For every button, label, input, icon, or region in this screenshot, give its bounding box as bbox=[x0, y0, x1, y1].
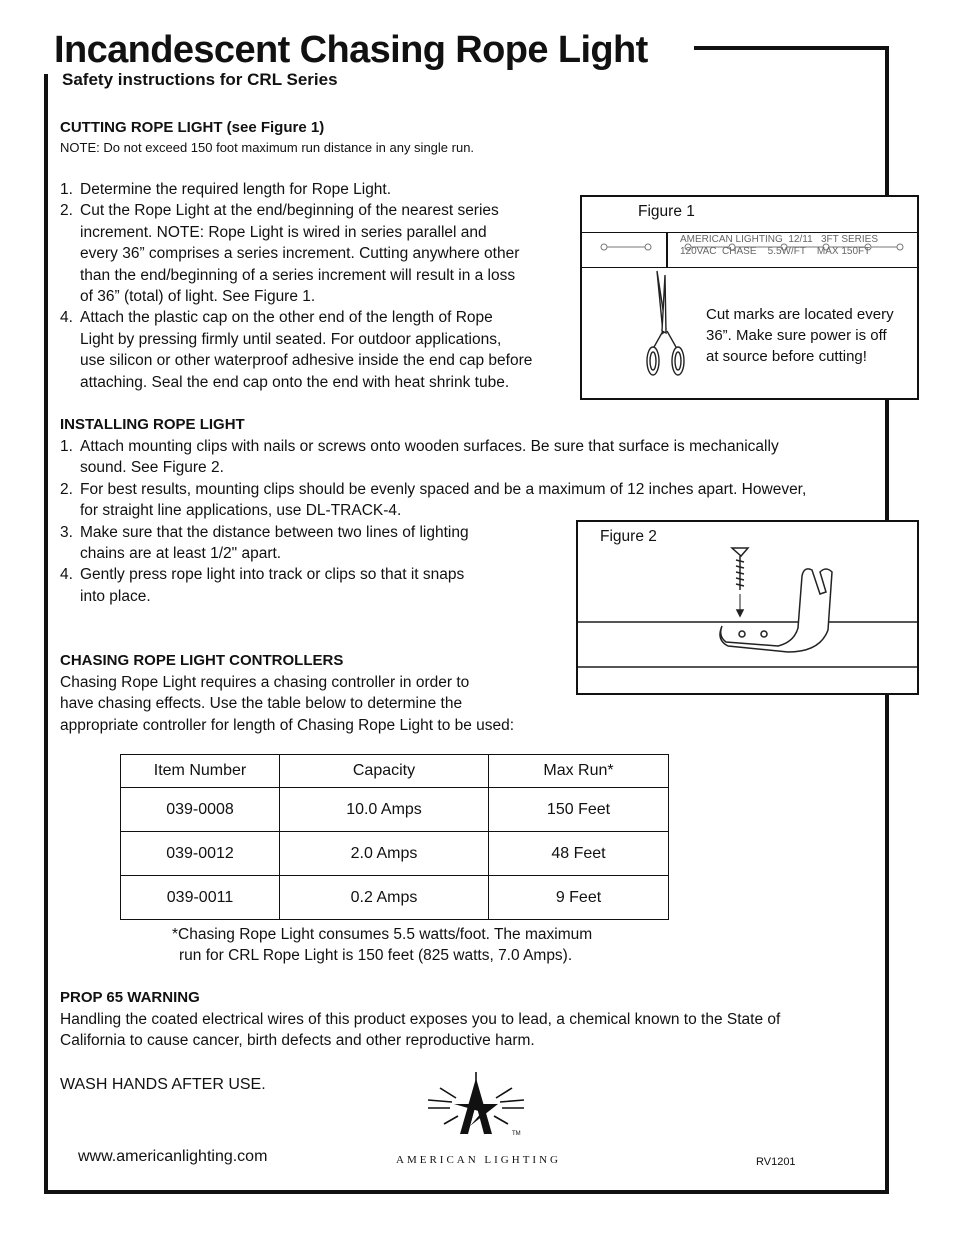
page-frame-top bbox=[694, 46, 889, 50]
table-row: 039-0012 2.0 Amps 48 Feet bbox=[121, 832, 669, 876]
brand-wordmark: AMERICAN LIGHTING bbox=[396, 1154, 561, 1166]
rope-printed-text: AMERICAN LIGHTING 12/11 3FT SERIES 120VAC CHASE 5.5W/FT MAX 150FT bbox=[680, 234, 879, 257]
table-row: 039-0008 10.0 Amps 150 Feet bbox=[121, 788, 669, 832]
figure-1-label: Figure 1 bbox=[638, 203, 695, 220]
figure-1-caption: Cut marks are located every 36”. Make sure power is off at source before cutting! bbox=[706, 306, 894, 365]
page-subtitle: Safety instructions for CRL Series bbox=[62, 70, 338, 89]
controller-table bbox=[120, 754, 669, 920]
controller-footnote: *Chasing Rope Light consumes 5.5 watts/foot. The maximum run for CRL Rope Light is 150 feet (825 watts, 7.0 Amps). bbox=[172, 926, 593, 965]
column-header: Max Run* bbox=[489, 755, 669, 788]
column-header: Item Number bbox=[121, 755, 280, 788]
trademark-mark: TM bbox=[512, 1131, 521, 1137]
list-item: 3. Make sure that the distance between two lines of lighting chains are at least 1/2" apart. bbox=[60, 523, 469, 563]
cutting-steps bbox=[60, 179, 580, 393]
page-frame-bottom bbox=[44, 1190, 889, 1194]
american-lighting-logo-icon bbox=[426, 1068, 526, 1146]
cutting-note: NOTE: Do not exceed 150 foot maximum run distance in any single run. bbox=[60, 140, 475, 155]
list-item: 4. Gently press rope light into track or clips so that it snaps into place. bbox=[60, 566, 465, 605]
website-link[interactable]: www.americanlighting.com bbox=[78, 1148, 268, 1165]
list-item: 1. Determine the required length for Rope Light. bbox=[60, 181, 392, 198]
prop65-heading: PROP 65 WARNING bbox=[60, 989, 200, 1006]
list-item: 2. Cut the Rope Light at the end/beginning of the nearest series increment. NOTE: Rope Light is wired in series parallel and every 36” comprises a series increment. Cutting anywhere other than the end/beginning of a series increment will result in a loss of 36” (total) of light. See Figure 1. bbox=[60, 202, 520, 306]
table-header-row bbox=[121, 755, 669, 788]
controllers-intro: Chasing Rope Light requires a chasing controller in order to have chasing effects. Use the table below to determine the appropriate controller for length of Chasing Rope Light to be used: bbox=[60, 674, 515, 734]
column-header: Capacity bbox=[280, 755, 489, 788]
scissors-icon bbox=[642, 269, 692, 381]
wash-hands-text: WASH HANDS AFTER USE. bbox=[60, 1076, 266, 1093]
figure-2-label: Figure 2 bbox=[600, 528, 657, 545]
page-title: Incandescent Chasing Rope Light bbox=[54, 29, 648, 71]
revision-code: RV1201 bbox=[756, 1156, 796, 1168]
figure-1 bbox=[580, 195, 919, 400]
installing-heading: INSTALLING ROPE LIGHT bbox=[60, 416, 245, 433]
cutting-heading: CUTTING ROPE LIGHT (see Figure 1) bbox=[60, 119, 325, 136]
list-item: 1. Attach mounting clips with nails or screws onto wooden surfaces. Be sure that surface is mechanically sound. See Figure 2. bbox=[60, 438, 779, 477]
list-item: 2. For best results, mounting clips should be evenly spaced and be a maximum of 12 inches apart. However, for straight line applications, use DL-TRACK-4. bbox=[60, 480, 807, 520]
prop65-text: Handling the coated electrical wires of this product exposes you to lead, a chemical known to the State of California to cause cancer, birth defects and other reproductive harm. bbox=[60, 1011, 781, 1050]
list-item: 4. Attach the plastic cap on the other end of the length of Rope Light by pressing firmly until seated. For outdoor applications, use silicon or other waterproof adhesive inside the end cap before attaching. Seal the end cap onto the end with heat shrink tube. bbox=[60, 309, 533, 391]
controllers-heading: CHASING ROPE LIGHT CONTROLLERS bbox=[60, 652, 344, 669]
page-frame-left bbox=[44, 74, 48, 1194]
mounting-clip-icon bbox=[708, 542, 848, 664]
table-row: 039-0011 0.2 Amps 9 Feet bbox=[121, 876, 669, 920]
figure-2 bbox=[576, 520, 919, 695]
